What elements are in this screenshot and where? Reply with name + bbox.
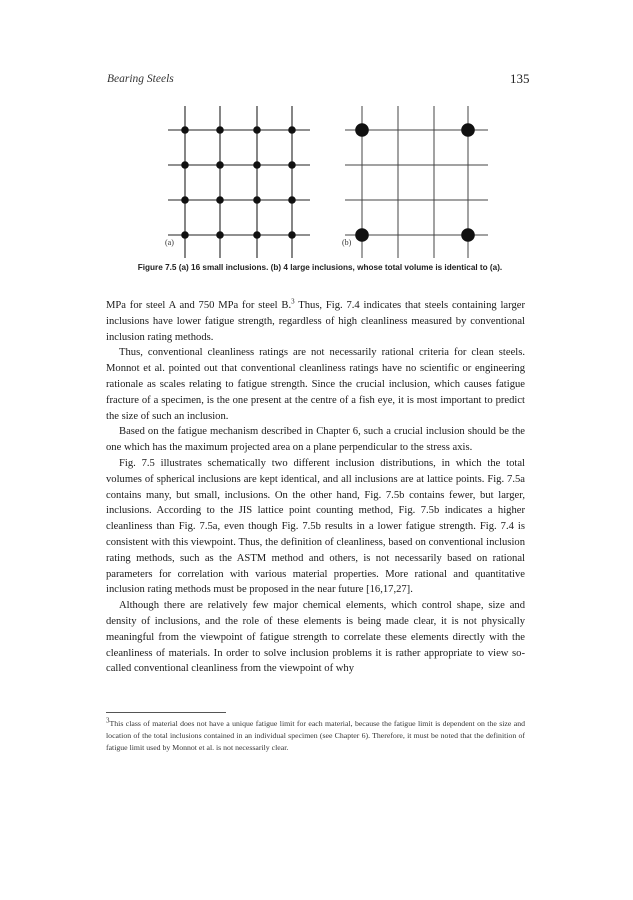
- body-text: [106, 298, 525, 677]
- small-inclusion: [288, 126, 296, 134]
- panel-a-label: (a): [165, 238, 174, 247]
- large-inclusion: [355, 123, 369, 137]
- small-inclusion: [181, 231, 189, 239]
- small-inclusion: [181, 161, 189, 169]
- small-inclusion: [288, 231, 296, 239]
- panel-a-inclusions: [181, 126, 296, 239]
- small-inclusion: [253, 126, 261, 134]
- small-inclusion: [216, 161, 224, 169]
- small-inclusion: [181, 196, 189, 204]
- footnote-text: This class of material does not have a unique fatigue limit for each material, because the fatigue limit is dependent on the size and location of the total inclusions contained in an individual specimen (see Chapter 6). Therefore, it must be noted that the definition of fatigue limit used by Monnot et al. is not necessarily clear.: [106, 719, 525, 753]
- small-inclusion: [288, 196, 296, 204]
- paragraph: MPa for steel A and 750 MPa for steel B.$^3$ Thus, Fig. 7.4 indicates that steels containing larger inclusions have lower fatigue strength, regardless of high cleanliness measured by conventional inclusion rating methods.: [106, 297, 526, 343]
- small-inclusion: [253, 231, 261, 239]
- paragraph: Although there are relatively few major chemical elements, which control shape, size and density of inclusions, and the role of these elements is being made clear, it is not physically meaningful from the viewpoint of fatigue strength to correlate these elements directly with the cleanliness of materials. In order to solve inclusion problems it is rather appropriate to view so-called conventional cleanliness from the viewpoint of why: [106, 600, 525, 675]
- footnote: [106, 718, 525, 755]
- page-number: 135: [510, 71, 530, 86]
- panel-b-inclusions: [355, 123, 475, 242]
- panel-b-label: (b): [342, 238, 352, 247]
- footnote-ref[interactable]: 3: [291, 297, 295, 306]
- large-inclusion: [355, 228, 369, 242]
- small-inclusion: [253, 161, 261, 169]
- paragraph: Based on the fatigue mechanism described in Chapter 6, such a crucial inclusion should be the one which has the maximum projected area on a plane perpendicular to the stress axis.: [106, 426, 525, 454]
- paragraph: Fig. 7.5 illustrates schematically two different inclusion distributions, in which the total volumes of spherical inclusions are kept identical, and all inclusions are at lattice points. Fig. 7.5a contains many, but small, inclusions. On the other hand, Fig. 7.5b contains fewer, but larger, inclusions. According to the JIS lattice point counting method, Fig. 7.5b indicates a higher cleanliness than Fig. 7.5a, even though Fig. 7.5b results in a lower fatigue strength. Fig. 7.4 is consistent with this viewpoint. Thus, the definition of cleanliness, based on conventional inclusion rating methods, such as the ASTM method and others, is not necessarily based on rational parameters for correlation with various material properties. More rational and quantitative inclusion rating methods must be proposed in the near future [16,17,27].: [106, 457, 525, 596]
- small-inclusion: [253, 196, 261, 204]
- footnote-marker: 3: [106, 716, 110, 725]
- small-inclusion: [216, 196, 224, 204]
- small-inclusion: [216, 126, 224, 134]
- large-inclusion: [461, 123, 475, 137]
- running-title: Bearing Steels: [107, 73, 174, 85]
- footnote-divider: [106, 712, 226, 713]
- figure-caption: Figure 7.5 (a) 16 small inclusions. (b) 4 large inclusions, whose total volume is identical to (a).: [137, 263, 503, 272]
- small-inclusion: [216, 231, 224, 239]
- figure-7-5-graphic: [150, 100, 510, 260]
- large-inclusion: [461, 228, 475, 242]
- figure-7-5: [150, 100, 510, 260]
- paragraph: Thus, conventional cleanliness ratings are not necessarily rational criteria for clean steels. Monnot et al. pointed out that conventional cleanliness ratings have no scientific or engineering rationale as scales relating to fatigue strength. Since the crucial inclusion, which causes fatigue fracture of a specimen, is the one present at the centre of a fish eye, it is most important to predict the size of such an inclusion.: [106, 347, 525, 422]
- small-inclusion: [181, 126, 189, 134]
- small-inclusion: [288, 161, 296, 169]
